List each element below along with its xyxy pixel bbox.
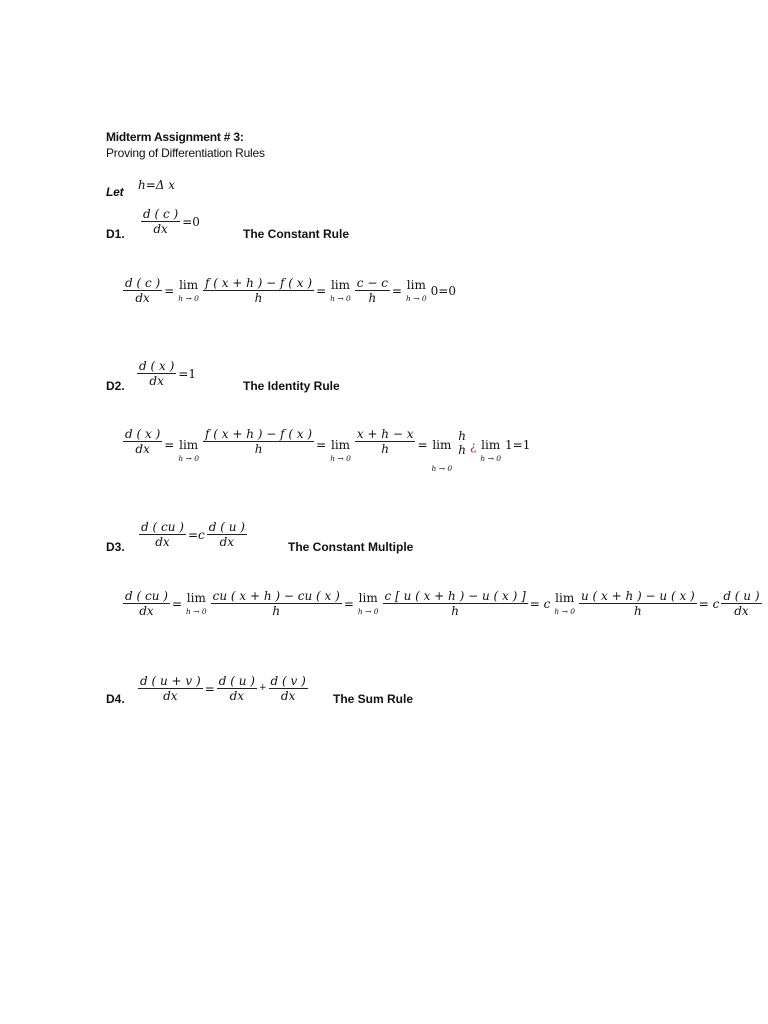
d3-lim-3: lim (555, 590, 575, 605)
d2-stmt-num: d ( x ) (139, 359, 175, 373)
assignment-subtitle: Proving of Differentiation Rules (106, 146, 265, 160)
rule-d4-name: The Sum Rule (333, 692, 414, 706)
d1-f2-den: h (368, 291, 377, 305)
rule-d1-name: The Constant Rule (243, 227, 350, 241)
d2-lim-sub-4: h → 0 (480, 454, 502, 463)
rule-d3-statement (138, 521, 248, 548)
d3-lhs-num: d ( cu ) (125, 589, 168, 603)
d3-f3-den: h (634, 604, 642, 618)
d2-f2-num: x + h − x (356, 427, 414, 441)
d4-stmt-eq: = (204, 681, 215, 696)
d1-tail: 0=0 (430, 283, 456, 298)
d3-f3-num: u ( x + h ) − u ( x ) (581, 589, 695, 603)
d2-lim-3: lim (432, 438, 452, 452)
d2-lim-sub-2: h → 0 (330, 454, 351, 463)
d2-lhs-num: d ( x ) (125, 427, 161, 441)
let-lhs: h (138, 178, 146, 192)
d3-stmt-den: dx (155, 535, 170, 549)
d2-tail: 1=1 (505, 438, 531, 452)
d4-stmt-den: dx (163, 689, 178, 703)
d1-lhs-den: dx (135, 291, 150, 305)
let-eq: = (145, 178, 156, 192)
let-rhs: Δ x (155, 178, 176, 192)
d2-f1-num: f ( x + h ) − f ( x ) (204, 427, 313, 441)
d4-stmt-den2: dx (229, 689, 245, 703)
rule-d3-proof: $\frac{d ( cu )}{dx}$ = lim h → 0 $\frac{cu ( x + h ) - cu ( x )}{h}$ = lim h → 0 $\frac{c [ u ( x + h ) - u ( x ) ]}{h}$ = c lim h → 0 $\frac{u ( x + h ) - u ( x )}{h}$ = c $\frac{d ( u )}{dx}$ (125, 589, 760, 618)
d2-lhs-den: dx (135, 442, 150, 456)
d3-lim: lim (186, 590, 206, 605)
d2-f3-den: h (458, 443, 466, 457)
d3-stmt-den2: dx (219, 535, 235, 549)
d3-lhs-den: dx (139, 604, 154, 618)
rule-d1-statement (140, 208, 201, 235)
d3-f2-num: c [ u ( x + h ) − u ( x ) ] (384, 589, 526, 603)
d1-f1-den: h (254, 291, 263, 305)
d3-stmt-num: d ( cu ) (141, 520, 184, 534)
d2-stmt-rhs: =1 (178, 366, 196, 381)
d1-f1-num: f ( x + h ) − f ( x ) (204, 276, 313, 290)
d1-f2-num: c − c (356, 276, 388, 290)
d1-stmt-rhs: =0 (182, 214, 200, 229)
d2-stmt-den: dx (149, 374, 164, 388)
d1-lim-sub: h → 0 (178, 293, 199, 303)
d2-lim: lim (179, 438, 199, 452)
d2-lim-sub-3: h → 0 (431, 464, 453, 473)
rule-d3-name: The Constant Multiple (288, 540, 414, 554)
d1-lim-sub-2: h → 0 (330, 293, 351, 303)
d3-stmt-mid: =c (187, 527, 205, 542)
d1-lhs-num: d ( c ) (125, 276, 161, 290)
d3-f2-den: h (451, 604, 460, 618)
d1-stmt-num: d ( c ) (143, 207, 179, 221)
d3-lim-sub-2: h → 0 (357, 606, 379, 616)
d2-f2-den: h (381, 442, 390, 456)
rule-d2-proof: $\frac{d ( x )}{dx}$ = lim h → 0 $\frac{f ( x + h ) - f ( x )}{h}$ = lim h → 0 $\frac{x + h - x}{h}$ = lim h → 0 h h ¿ lim h → 0 1=1 (125, 427, 531, 473)
d4-stmt-den3: dx (280, 689, 296, 703)
d2-lim-2: lim (330, 438, 351, 452)
d3-f1-num: cu ( x + h ) − cu ( x ) (212, 589, 340, 603)
d2-lim-sub: h → 0 (178, 454, 199, 463)
d4-stmt-num: d ( u + v ) (140, 674, 201, 688)
rule-d2-label: D2. (106, 379, 125, 393)
d3-f4-den: dx (734, 604, 749, 618)
d1-stmt-den: dx (153, 222, 168, 236)
d2-f3-num: h (458, 429, 466, 443)
d3-mid: = c (529, 596, 551, 611)
d1-lim-3: lim (406, 277, 426, 292)
rule-d2-name: The Identity Rule (243, 379, 340, 393)
rule-d1-label: D1. (106, 227, 125, 241)
d2-f1-den: h (254, 442, 263, 456)
rule-d4-label: D4. (106, 692, 125, 706)
let-label: Let (106, 185, 124, 199)
rule-d3-label: D3. (106, 540, 125, 554)
d3-f4-num: d ( u ) (723, 589, 760, 603)
d3-lim-sub-3: h → 0 (554, 606, 576, 616)
d4-stmt-num2: d ( u ) (218, 674, 255, 688)
d2-glyph: ¿ (469, 439, 477, 453)
rule-d2-statement (136, 360, 197, 387)
d3-f1-den: h (272, 604, 281, 618)
d3-lim-2: lim (358, 590, 378, 605)
assignment-title: Midterm Assignment # 3: (106, 130, 244, 144)
d3-lim-sub: h → 0 (186, 606, 207, 616)
let-definition (138, 179, 175, 191)
d1-lim: lim (179, 277, 199, 292)
d2-lim-4: lim (481, 438, 501, 452)
d1-lim-2: lim (330, 277, 350, 292)
rule-d1-proof: $\frac{d ( c )}{dx}$ = lim h → 0 $\frac{f ( x + h ) - f ( x )}{h}$ = lim h → 0 $\frac{c - c}{h}$ = lim h → 0 0=0 (125, 276, 456, 305)
rule-d4-statement (137, 675, 309, 702)
d3-mid2: = c (698, 596, 720, 611)
d1-lim-sub-3: h → 0 (405, 293, 427, 303)
d3-stmt-num2: d ( u ) (208, 520, 245, 534)
d4-stmt-num3: d ( v ) (270, 674, 306, 688)
d4-stmt-plus: + (258, 683, 267, 693)
